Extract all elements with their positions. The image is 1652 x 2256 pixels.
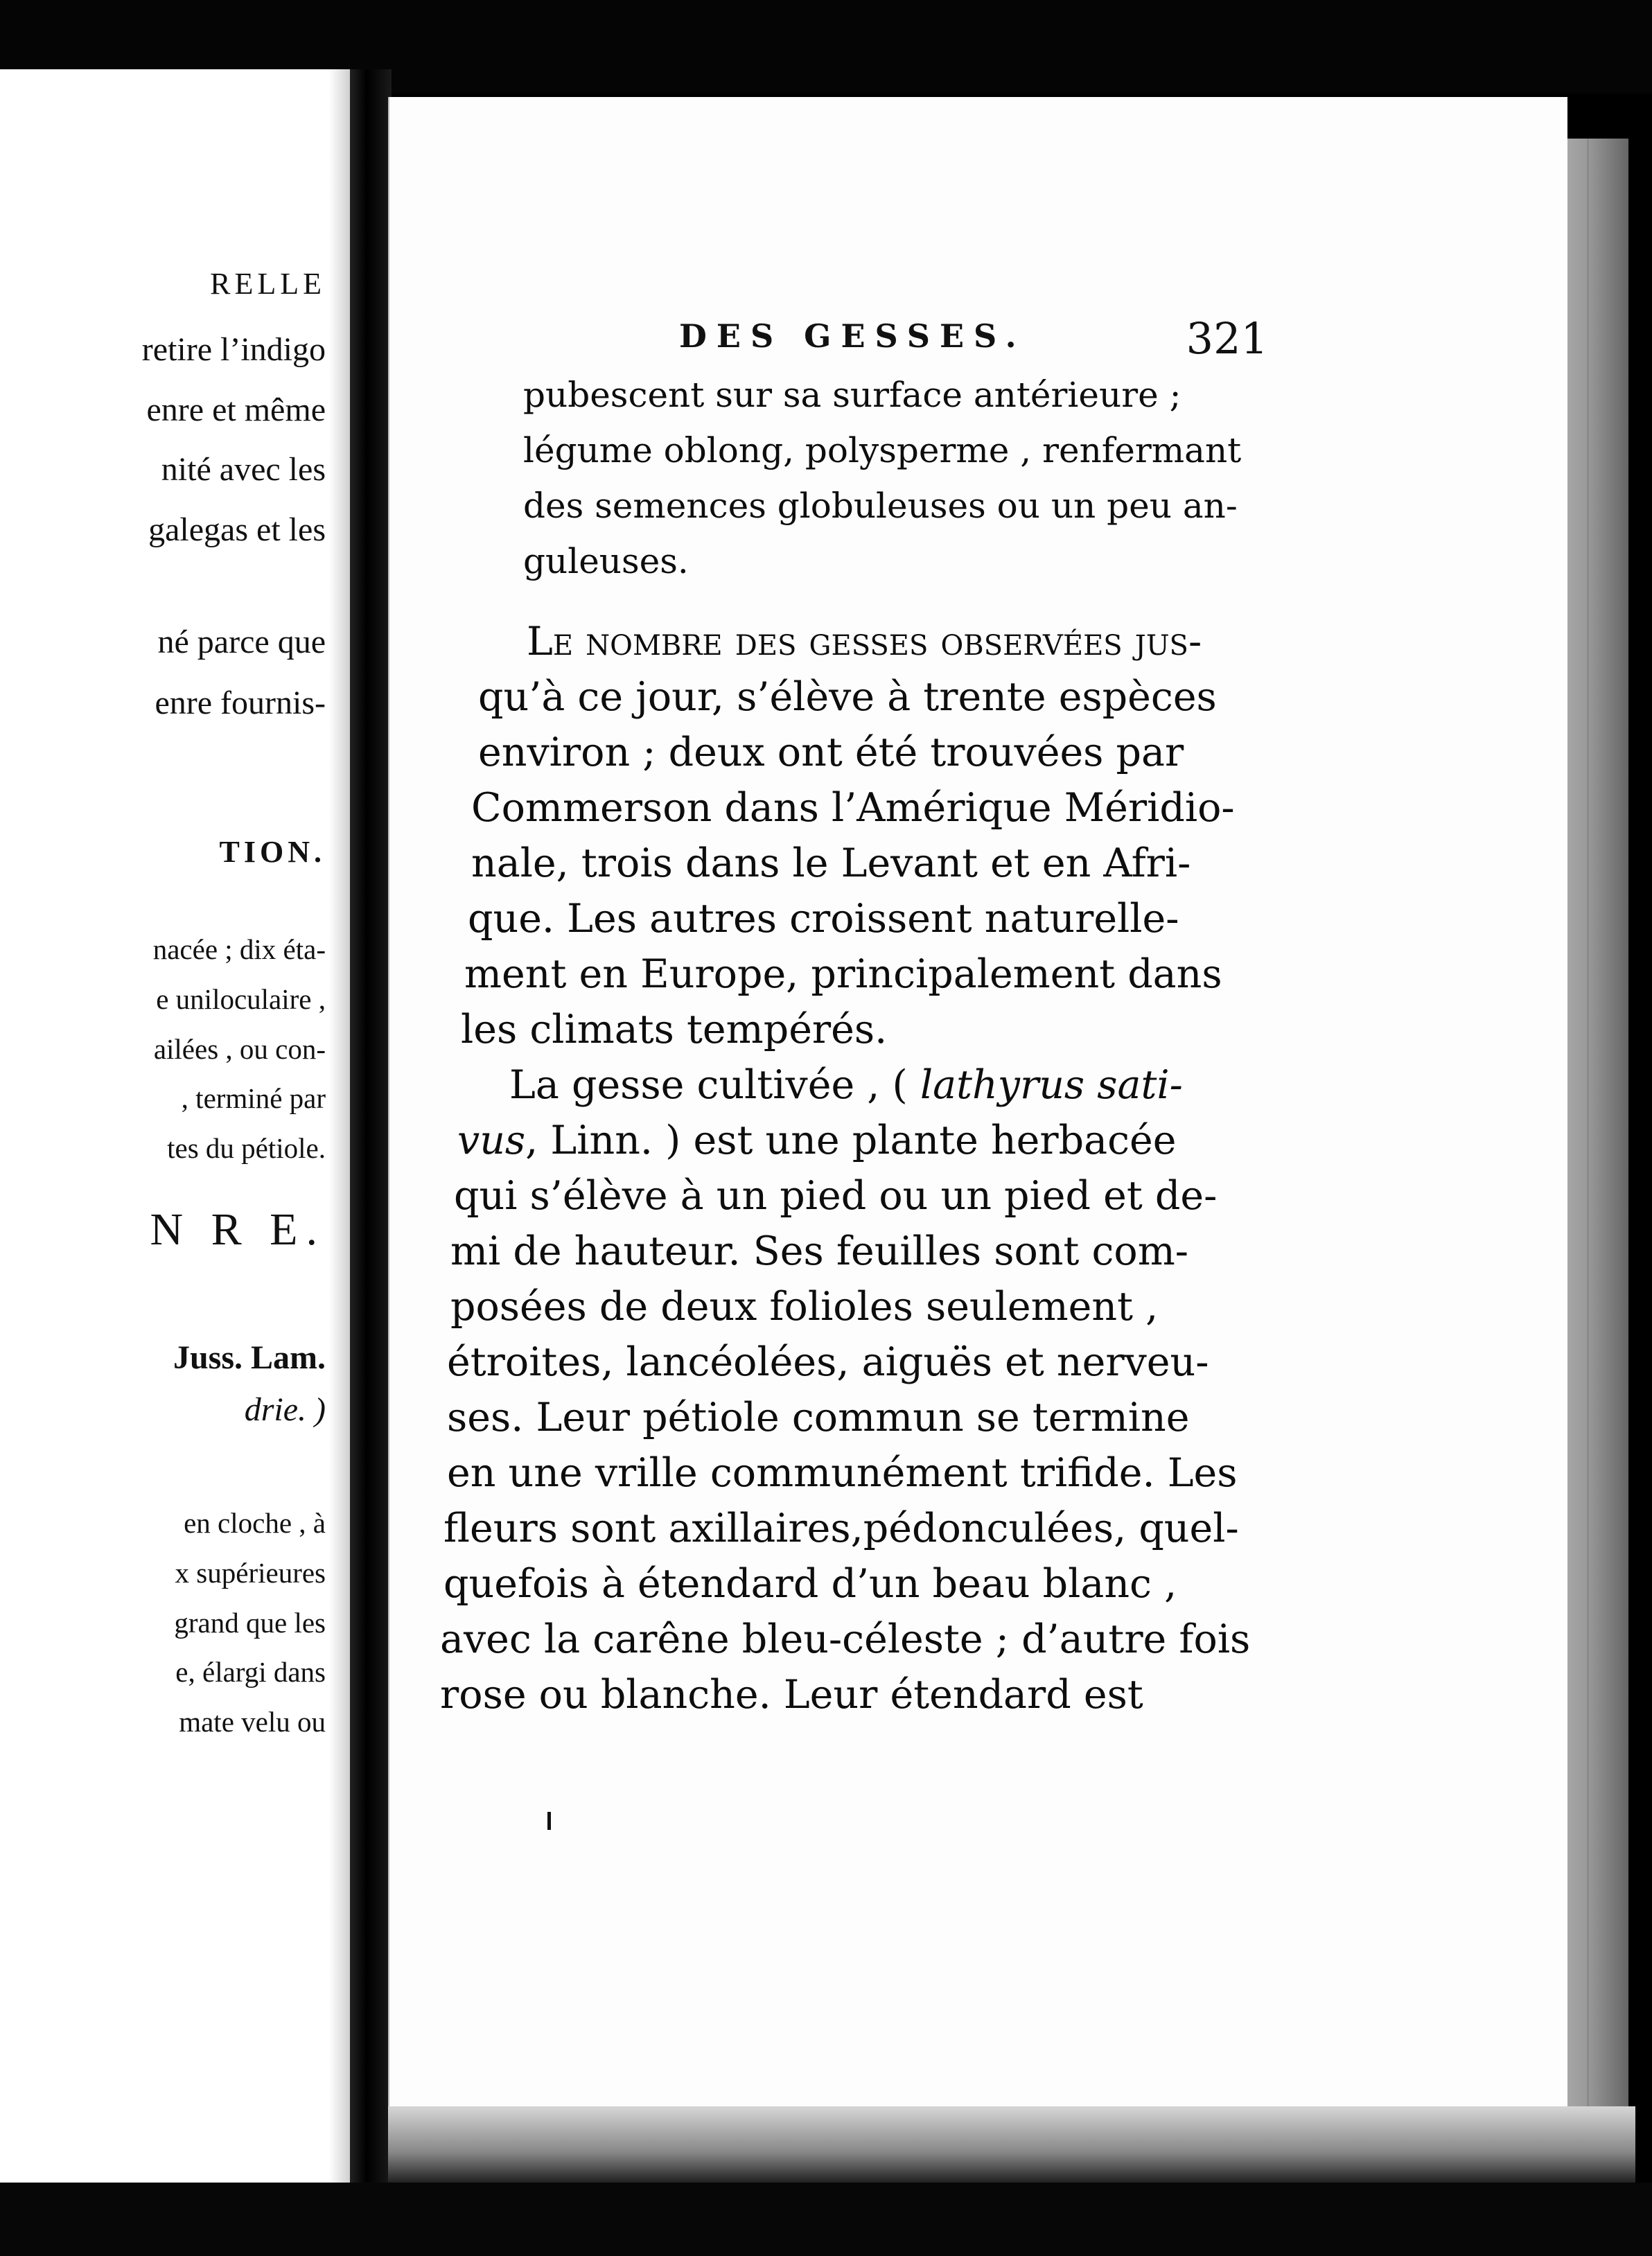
latin-name: vus: [457, 1118, 526, 1163]
running-head: DES GESSES.: [679, 317, 1026, 355]
text-line: qui s’élève à un pied ou un pied et de-: [454, 1173, 1218, 1219]
left-line: enre et même: [146, 391, 326, 428]
text-line: [509, 1060, 1183, 1110]
left-line: nité avec les: [161, 451, 326, 488]
text-line: en une vrille communément trifide. Les: [447, 1450, 1238, 1496]
text-line: Commerson dans l’Amérique Méridio-: [471, 785, 1235, 831]
text-line: posées de deux folioles seulement ,: [450, 1284, 1159, 1330]
text-line: nale, trois dans le Levant et en Afri-: [471, 840, 1191, 886]
page-number: 321: [1186, 313, 1268, 364]
left-line: x supérieures: [175, 1557, 326, 1589]
text-line: étroites, lancéolées, aiguës et nerveu-: [447, 1339, 1209, 1385]
left-page: [0, 69, 354, 2203]
page-header: [679, 313, 1268, 366]
left-line: en cloche , à: [184, 1507, 326, 1539]
left-page-gutter: [329, 69, 350, 2203]
left-line: e, élargi dans: [175, 1656, 326, 1688]
text-line: des semences globuleuses ou un peu an-: [523, 486, 1238, 526]
ink-speck: [547, 1812, 551, 1830]
left-line: e uniloculaire ,: [156, 983, 326, 1015]
left-line: enre fournis-: [155, 685, 326, 721]
text-line: qu’à ce jour, s’élève à trente espèces: [478, 674, 1217, 720]
text-line: légume oblong, polysperme , renfermant: [523, 430, 1242, 470]
left-line: mate velu ou: [179, 1706, 326, 1738]
text-line: mi de hauteur. Ses feuilles sont com-: [450, 1228, 1189, 1274]
left-line: ailées , ou con-: [153, 1033, 326, 1065]
text-line: les climats tempérés.: [461, 1007, 888, 1052]
text-line: quefois à étendard d’un beau blanc ,: [443, 1561, 1177, 1607]
left-running-head: RELLE: [210, 267, 326, 301]
left-line: grand que les: [174, 1607, 326, 1639]
text-line: guleuses.: [523, 541, 689, 581]
page-bottom-edge: [388, 2106, 1635, 2183]
text-line: avec la carêne bleu-céleste ; d’autre fois: [440, 1616, 1251, 1662]
text-line: que. Les autres croissent naturelle-: [468, 896, 1179, 942]
text-fragment: , Linn. ) est une plante herbacée: [525, 1118, 1177, 1163]
left-line: tes du pétiole.: [167, 1132, 326, 1164]
book-spine-shadow: [350, 69, 392, 2203]
left-line: , terminé par: [181, 1082, 326, 1114]
text-line: rose ou blanche. Leur étendard est: [440, 1672, 1143, 1718]
text-fragment: La gesse cultivée , (: [509, 1062, 908, 1108]
text-line: [457, 1116, 1177, 1165]
left-line: retire l’indigo: [141, 331, 326, 368]
latin-name: lathyrus sati-: [920, 1062, 1183, 1108]
text-line: pubescent sur sa surface antérieure ;: [523, 375, 1181, 415]
text-line: environ ; deux ont été trouvées par: [478, 730, 1184, 775]
left-line: né parce que: [157, 624, 326, 660]
scanner-background-bottom: [0, 2183, 1652, 2256]
left-line: nacée ; dix éta-: [152, 933, 326, 965]
left-section-heading: TION.: [219, 835, 326, 869]
text-line-content: Le nombre des gesses observées jus-: [527, 619, 1202, 664]
text-line: ment en Europe, principalement dans: [464, 951, 1222, 997]
left-genre-heading: N R E.: [150, 1204, 326, 1255]
left-line: galegas et les: [148, 511, 326, 548]
text-line: fleurs sont axillaires,pédonculées, quel-: [443, 1506, 1239, 1551]
left-line: Juss. Lam.: [173, 1339, 326, 1376]
text-line: ses. Leur pétiole commun se termine: [447, 1395, 1190, 1440]
text-line: [527, 617, 1202, 667]
left-line: drie. ): [244, 1391, 326, 1428]
